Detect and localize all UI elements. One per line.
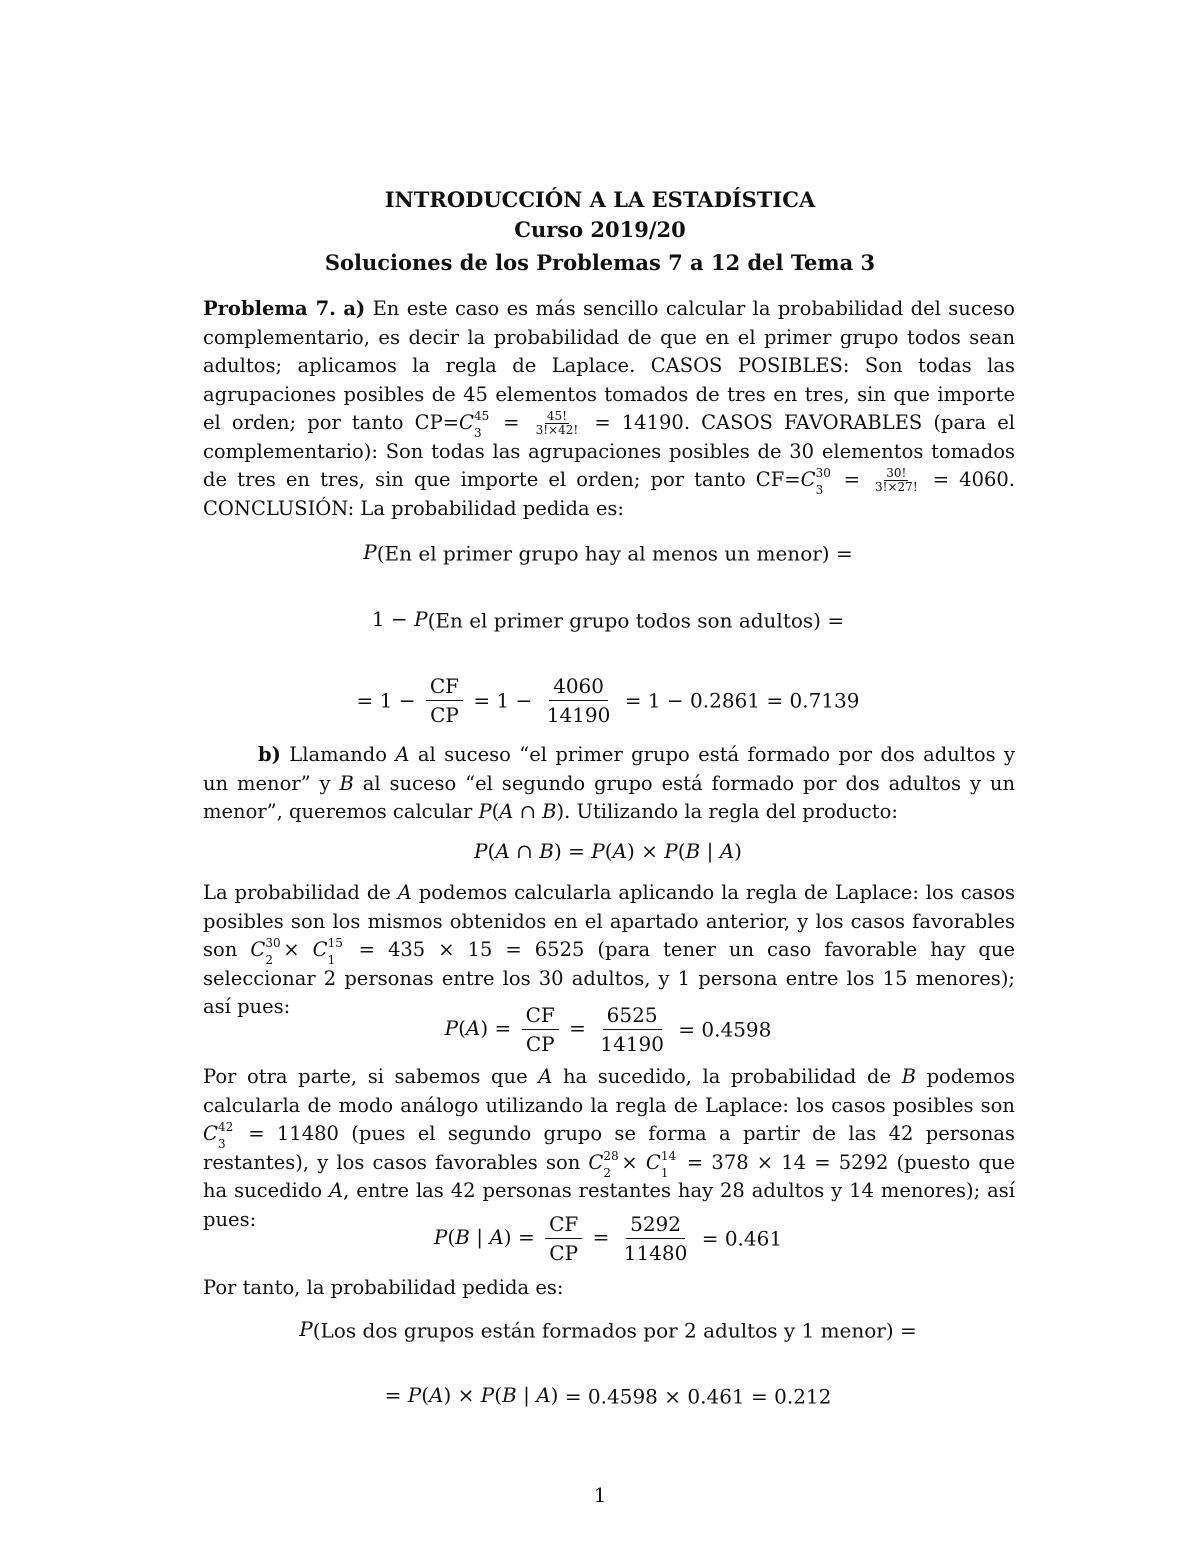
page-number: 1 <box>593 1483 607 1507</box>
equation-all-adults: 1 − P(En el primer grupo todos son adultos) = <box>371 607 845 633</box>
cf-cp-fraction: $\frac{CF}{CP}$ <box>426 674 463 727</box>
part-a-label: a) <box>343 297 366 320</box>
probability-a-paragraph: La probabilidad de A podemos calcularla aplicando la regla de Laplace: los casos posibles son los mismos obtenidos en el apartado anterior, y los casos favorables son C 30 2 × C 15 1 = 435 × 15 = 6525 (para tener un caso favorable hay que seleccionar 2 personas entre los 30 adultos, y 1 persona entre los 15 menores); así pues: <box>203 881 1015 1018</box>
conclusion-intro: Por tanto, la probabilidad pedida es: <box>203 1276 564 1299</box>
binomial-cp: C 45 3 <box>459 409 490 440</box>
course-label: Curso 2019/20 <box>514 217 686 242</box>
equation-final-result: = P(A) × P(B | A) = 0.4598 × 0.461 = 0.212 <box>384 1383 832 1409</box>
part-a-text-3: = 4060. CONCLUSIÓN: La probabilidad pedida es: <box>203 468 1015 520</box>
equation-p-b-given-a: P(B | A) = $\frac{CF}{CP}$ = $\frac{5292}{11480}$ = 0.461 <box>433 1212 783 1265</box>
cf-fraction: $\frac{30!}{3!\times 27!}$ <box>875 466 918 494</box>
equation-final-statement: P(Los dos grupos están formados por 2 adultos y 1 menor) = <box>299 1317 917 1343</box>
cp-fraction: $\frac{45!}{3!\times 42!}$ <box>535 409 579 437</box>
binomial-cf: C 30 3 <box>800 466 831 497</box>
part-a-text-1: En este caso es más sencillo calcular la probabilidad del suceso complementario, es decir la probabilidad de que en el primer grupo todos sean adultos; aplicamos la regla de Laplace. CASOS POSIBLES: Son todas las agrupaciones posibles de 45 elementos tomados de tres en tres, sin que importe el orden; por tanto CP= <box>203 297 1015 434</box>
document-subtitle: Soluciones de los Problemas 7 a 12 del Tema 3 <box>324 250 876 275</box>
equation-at-least-one-minor: P(En el primer grupo hay al menos un menor) = <box>363 540 853 566</box>
part-a-text-2: = 14190. CASOS FAVORABLES (para el complementario): Son todas las agrupaciones posibles de 30 elementos tomados de tres en tres, sin que importe el orden; por tanto CF= <box>203 411 1015 491</box>
numeric-fraction-a: $\frac{4060}{14190}$ <box>546 674 611 727</box>
part-b-label: b) <box>258 743 281 766</box>
problem7-part-b-paragraph: b) Llamando A al suceso “el primer grupo está formado por dos adultos y un menor” y B al suceso “el segundo grupo está formado por dos adultos y un menor”, queremos calcular P(A ∩ B). Utilizando la regla del producto: <box>203 743 1015 823</box>
document-title: INTRODUCCIÓN A LA ESTADÍSTICA <box>384 187 816 212</box>
probability-b-given-a-paragraph: Por otra parte, si sabemos que A ha sucedido, la probabilidad de B podemos calcularla de modo análogo utilizando la regla de Laplace: los casos posibles son C 42 3 = 11480 (pues el segundo grupo se forma a partir de las 42 personas restantes), y los casos favorables son C 28 2 × C 14 1 = 378 × 14 = 5292 (puesto que ha sucedido A, entre las 42 personas restantes hay 28 adultos y 14 menores); así pues: <box>203 1065 1016 1231</box>
problem-label: Problema 7. <box>203 297 336 320</box>
problem7-part-a-paragraph: Problema 7. a) En este caso es más sencillo calcular la probabilidad del suceso complementario, es decir la probabilidad de que en el primer grupo todos sean adultos; aplicamos la regla de Laplace. CASOS POSIBLES: Son todas las agrupaciones posibles de 45 elementos tomados de tres en tres, sin que importe el orden; por tanto CP=C 45 3 = $\frac{45!}{3!\times 42!}$ = 14190. CASOS FAVORABLES (para el complementario): Son todas las agrupaciones posibles de 30 elementos tomados de tres en tres, sin que importe el orden; por tanto CF=C 30 3 = $\frac{30!}{3!\times 27!}$ = 4060. CONCLUSIÓN: La probabilidad pedida es: <box>203 297 1015 520</box>
equation-result-a: = 1 − $\frac{CF}{CP}$ = 1 − $\frac{4060}{14190}$ = 1 − 0.2861 = 0.7139 <box>356 674 860 727</box>
equation-product-rule: P(A ∩ B) = P(A) × P(B | A) <box>474 839 742 863</box>
equation-p-a: P(A) = $\frac{CF}{CP}$ = $\frac{6525}{14190}$ = 0.4598 <box>444 1003 772 1056</box>
